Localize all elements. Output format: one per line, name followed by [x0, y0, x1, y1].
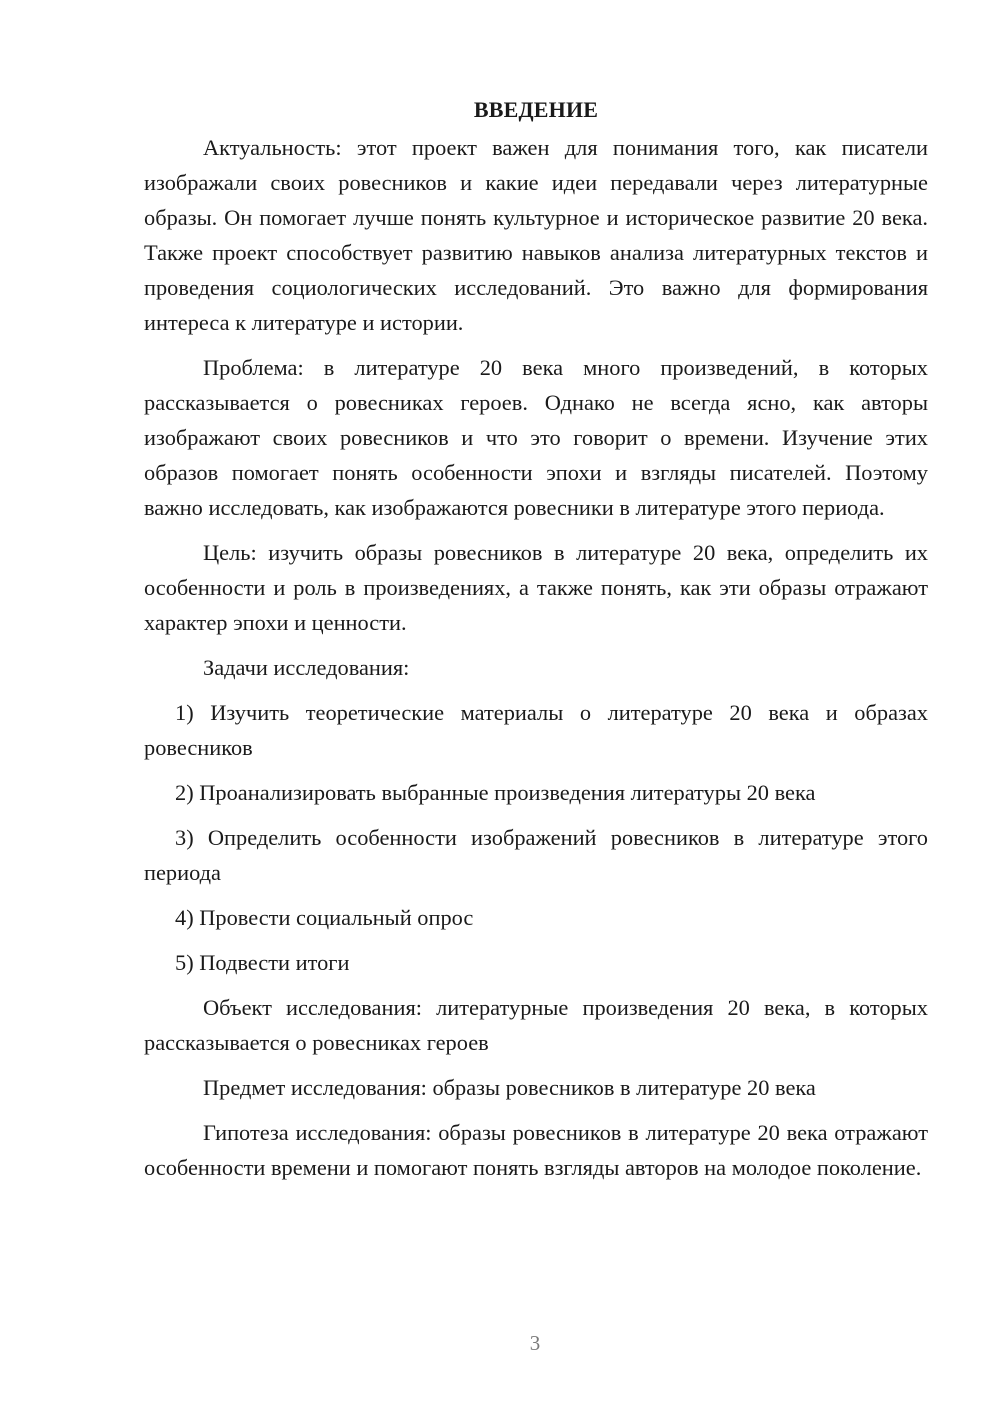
task-item-2: 2) Проанализировать выбранные произведения литературы 20 века [175, 780, 816, 805]
goal-paragraph: Цель: изучить образы ровесников в литературе 20 века, определить их особенности и роль в произведениях, а также понять, как эти образы отражают характер эпохи и ценности. [144, 540, 928, 635]
subject-paragraph: Предмет исследования: образы ровесников в литературе 20 века [203, 1075, 816, 1100]
page-title: ВВЕДЕНИЕ [473, 97, 599, 122]
object-paragraph: Объект исследования: литературные произведения 20 века, в которых рассказывается о ровесниках героев [144, 995, 928, 1055]
task-item-1: 1) Изучить теоретические материалы о литературе 20 века и образах ровесников [144, 700, 928, 760]
task-item-4: 4) Провести социальный опрос [175, 905, 474, 930]
relevance-paragraph: Актуальность: этот проект важен для понимания того, как писатели изображали своих ровесников и какие идеи передавали через литературные образы. Он помогает лучше понять культурное и историческое развитие 20 века. Также проект способствует развитию навыков анализа литературных текстов и проведения социологических исследований. Это важно для формирования интереса к литературе и истории. [144, 135, 928, 335]
hypothesis-paragraph: Гипотеза исследования: образы ровесников в литературе 20 века отражают особенности времени и помогают понять взгляды авторов на молодое поколение. [144, 1120, 928, 1180]
document-page [144, 92, 928, 1195]
page-number: 3 [529, 1331, 541, 1355]
task-item-5: 5) Подвести итоги [175, 950, 350, 975]
tasks-heading: Задачи исследования: [203, 655, 410, 680]
problem-paragraph: Проблема: в литературе 20 века много произведений, в которых рассказывается о ровесниках героев. Однако не всегда ясно, как авторы изображают своих ровесников и что это говорит о времени. Изучение этих образов помогает понять особенности эпохи и взгляды писателей. Поэтому важно исследовать, как изображаются ровесники в литературе этого периода. [144, 355, 928, 520]
task-item-3: 3) Определить особенности изображений ровесников в литературе этого периода [144, 825, 928, 885]
